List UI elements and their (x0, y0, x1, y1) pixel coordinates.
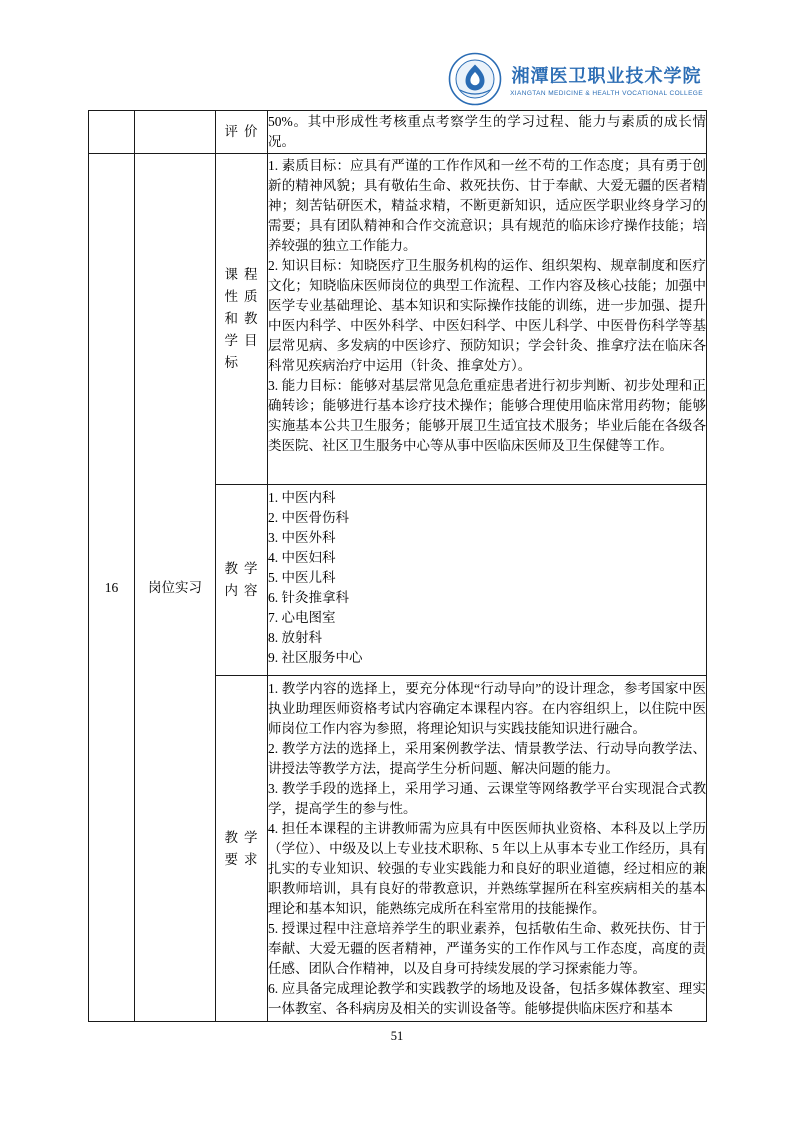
teaching-requirements-paragraph: 2. 教学方法的选择上，采用案例教学法、情景教学法、行动导向教学法、讲授法等教学方法，提高学生分析问题、解决问题的能力。 (268, 740, 706, 776)
teaching-requirements-header-cell (216, 676, 268, 1022)
college-emblem-icon (448, 52, 502, 111)
teaching-requirements-paragraph: 4. 担任本课程的主讲教师需为应具有中医医师执业资格、本科及以上学历（学位）、中级及以上专业技术职称、5 年以上从事本专业工作经历，具有扎实的专业知识、较强的专业实践能力和良好的职业道德，经过相应的兼职教师培训，具有良好的带教意识，并熟练掌握所在科室疾病相关的基本理论和基本知识，能熟练完成所在科室常用的技能操作。 (268, 820, 706, 916)
empty-number-cell (89, 111, 135, 154)
college-name-en: XIANGTAN MEDICINE & HEALTH VOCATIONAL COLLEGE (510, 89, 703, 97)
teaching-content-item: 4. 中医妇科 (268, 550, 336, 565)
teaching-requirements-paragraph: 5. 授课过程中注意培养学生的职业素养，包括敬佑生命、救死扶伤、甘于奉献、大爱无疆的医者精神，严谨务实的工作作风与工作态度，高度的责任感、团队合作精神，以及自身可持续发展的学习探索能力等。 (268, 920, 706, 976)
table-row-objectives (89, 154, 707, 485)
empty-course-cell (135, 111, 216, 154)
teaching-requirements-paragraph: 6. 应具备完成理论教学和实践教学的场地及设备，包括多媒体教室、理实一体教室、各科病房及相关的实训设备等。能够提供临床医疗和基本 (268, 980, 706, 1016)
teaching-content-item: 2. 中医骨伤科 (268, 510, 349, 525)
teaching-content-item: 7. 心电图室 (268, 610, 336, 625)
teaching-content-item: 8. 放射科 (268, 630, 322, 645)
evaluation-header-cell (216, 111, 268, 154)
objectives-content-cell (268, 154, 707, 485)
teaching-content-item: 6. 针灸推拿科 (268, 590, 349, 605)
course-number: 16 (89, 154, 135, 1022)
objectives-header-label: 课程性质和教学目标 (224, 267, 259, 370)
college-logo (448, 52, 703, 111)
page-number: 51 (390, 1029, 404, 1043)
teaching-content-item: 1. 中医内科 (268, 490, 336, 505)
teaching-content-item: 5. 中医儿科 (268, 570, 336, 585)
teaching-requirements-header-label: 教学要求 (224, 829, 259, 867)
teaching-content-header-cell (216, 485, 268, 676)
objectives-paragraph: 1. 素质目标：应具有严谨的工作作风和一丝不苟的工作态度；具有勇于创新的精神风貌；具有敬佑生命、救死扶伤、甘于奉献、大爱无疆的医者精神；刻苦钻研医术，精益求精，不断更新知识，适应医学职业终身学习的需要；具有团队精神和合作交流意识；具有规范的临床诊疗操作技能；培养较强的独立工作能力。 (268, 158, 706, 253)
course-name: 岗位实习 (135, 154, 216, 1022)
table-row-evaluation (89, 111, 707, 154)
teaching-content-header-label: 教学内容 (224, 561, 259, 598)
college-name (510, 66, 703, 97)
teaching-content-cell (268, 485, 707, 676)
objectives-header-cell (216, 154, 268, 485)
evaluation-header-label: 评价 (224, 124, 259, 139)
teaching-content-item: 9. 社区服务中心 (268, 650, 363, 665)
evaluation-content-cell (268, 111, 707, 154)
teaching-content-item: 3. 中医外科 (268, 530, 336, 545)
teaching-requirements-paragraph: 3. 教学手段的选择上，采用学习通、云课堂等网络教学平台实现混合式教学，提高学生的参与性。 (268, 780, 706, 816)
course-table (88, 110, 707, 1022)
teaching-requirements-cell (268, 676, 707, 1022)
evaluation-paragraph: 50%。其中形成性考核重点考察学生的学习过程、能力与素质的成长情况。 (268, 114, 706, 149)
college-name-cn: 湘潭医卫职业技术学院 (511, 66, 702, 87)
teaching-content-list (268, 488, 706, 672)
objectives-paragraph: 2. 知识目标：知晓医疗卫生服务机构的运作、组织架构、规章制度和医疗文化；知晓临床医师岗位的典型工作流程、工作内容及核心技能；加强中医学专业基础理论、基本知识和实际操作技能的训练，进一步加强、提升中医内科学、中医外科学、中医妇科学、中医儿科学、中医骨伤科学等基层常见病、多发病的中医诊疗、预防知识；学会针灸、推拿疗法在临床各科常见疾病治疗中运用（针灸、推拿处方）。 (268, 258, 706, 373)
objectives-paragraph: 3. 能力目标：能够对基层常见急危重症患者进行初步判断、初步处理和正确转诊；能够进行基本诊疗技术操作；能够合理使用临床常用药物；能够实施基本公共卫生服务；能够开展卫生适宜技术服务；毕业后能在各级各类医院、社区卫生服务中心等从事中医临床医师及卫生保健等工作。 (268, 378, 706, 453)
teaching-requirements-paragraph: 1. 教学内容的选择上，要充分体现“行动导向”的设计理念，参考国家中医执业助理医师资格考试内容确定本课程内容。在内容组织上，以住院中医师岗位工作内容为参照，将理论知识与实践技能知识进行融合。 (268, 680, 706, 736)
